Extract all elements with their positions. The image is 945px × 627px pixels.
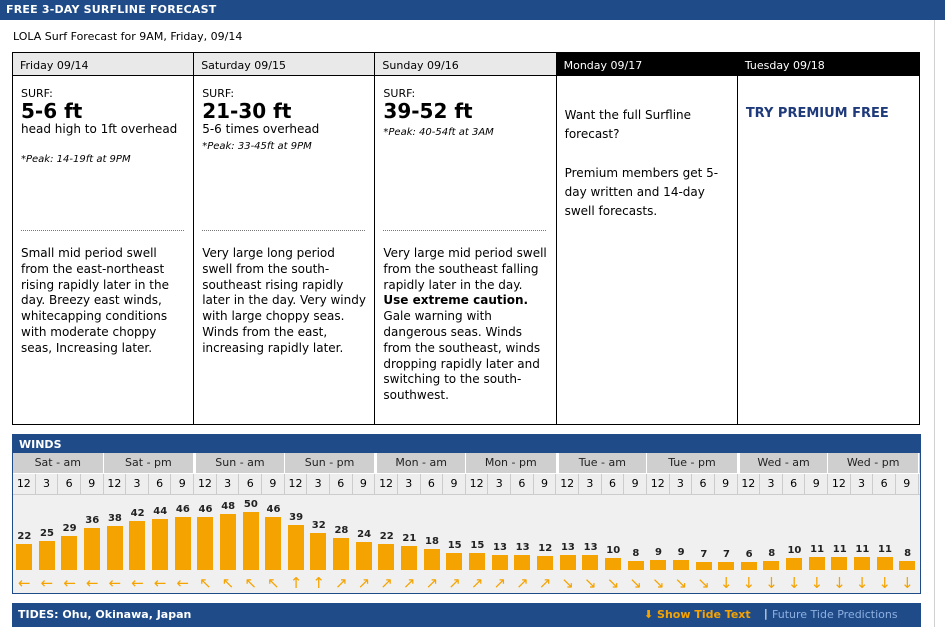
wind-bar (560, 555, 576, 570)
wind-direction-icon: ↗ (538, 574, 552, 592)
day-column-monday (557, 53, 738, 424)
hour-label: 6 (58, 474, 81, 494)
wind-bar-cell (375, 495, 398, 570)
wind-direction-icon: ↗ (357, 574, 371, 592)
wind-bar-cell (874, 495, 897, 570)
wind-speed-label: 29 (62, 523, 77, 535)
wind-speed-label: 8 (904, 547, 912, 559)
show-tide-text-link[interactable]: ⬇ Show Tide Text (644, 608, 751, 621)
period-label: Mon - am (375, 453, 466, 473)
wind-bar-cell (149, 495, 172, 570)
wind-speed-label: 32 (311, 519, 326, 531)
hour-label: 3 (488, 474, 511, 494)
wind-bar-cell (602, 495, 625, 570)
surf-height: 21-30 ft (202, 99, 292, 123)
wind-bar (152, 519, 168, 570)
wind-bar-cell (58, 495, 81, 570)
wind-bar (39, 541, 55, 570)
tides-bar (12, 603, 921, 627)
wind-direction-icon: ↖ (244, 574, 258, 592)
day-header: Sunday 09/16 (375, 53, 555, 76)
wind-speed-label: 8 (768, 547, 776, 559)
wind-direction-icon: ← (176, 574, 190, 592)
wind-speed-label: 15 (470, 539, 485, 551)
wind-bar (741, 562, 757, 570)
surf-peak: *Peak: 40-54ft at 3AM (383, 127, 494, 138)
wind-bar-cell (126, 495, 149, 570)
wind-arrows (13, 570, 920, 596)
day-header: Monday 09/17 (557, 53, 737, 76)
wind-speed-label: 13 (515, 541, 530, 553)
wind-bar (107, 526, 123, 570)
wind-bar-cell (421, 495, 444, 570)
wind-direction-icon: ↗ (493, 574, 507, 592)
day-column-friday (13, 53, 194, 424)
period-row (13, 453, 920, 474)
wind-direction-icon: ↘ (606, 574, 620, 592)
wind-speed-label: 8 (632, 547, 640, 559)
hour-label: 12 (828, 474, 851, 494)
wind-speed-label: 25 (40, 528, 54, 539)
wind-speed-label: 22 (379, 531, 394, 543)
wind-speed-label: 6 (745, 549, 753, 560)
hour-label: 6 (421, 474, 444, 494)
wind-speed-label: 13 (560, 541, 575, 553)
wind-direction-icon: ↑ (312, 574, 325, 592)
hour-label: 9 (353, 474, 376, 494)
wind-speed-label: 46 (266, 503, 281, 515)
banner-title: FREE 3-DAY SURFLINE FORECAST (6, 3, 217, 16)
wind-direction-icon: ↖ (267, 574, 280, 592)
period-label: Tue - pm (647, 453, 738, 473)
hour-label: 6 (783, 474, 806, 494)
wind-direction-icon: ↘ (561, 574, 574, 592)
hour-label: 6 (330, 474, 353, 494)
wind-bar (288, 525, 304, 570)
wind-bar (333, 538, 349, 570)
hour-label: 12 (285, 474, 308, 494)
hour-label: 3 (851, 474, 874, 494)
wind-bar-cell (806, 495, 829, 570)
wind-speed-label: 28 (334, 524, 349, 536)
tides-label: TIDES: Ohu, Okinawa, Japan (18, 608, 192, 621)
wind-speed-label: 18 (425, 536, 439, 548)
wind-speed-label: 42 (130, 508, 145, 520)
wind-bar (265, 517, 281, 570)
wind-speed-label: 9 (677, 546, 685, 558)
try-premium-link[interactable]: TRY PREMIUM FREE (745, 106, 889, 121)
wind-bar-cell (783, 495, 806, 570)
hour-label: 3 (36, 474, 59, 494)
wind-bar-cell (81, 495, 104, 570)
wind-direction-icon: ↗ (402, 574, 416, 592)
hour-label: 3 (579, 474, 602, 494)
wind-direction-icon: ↗ (380, 574, 393, 592)
hour-label: 12 (375, 474, 398, 494)
wind-direction-icon: ↗ (516, 574, 529, 592)
wind-direction-icon: ↖ (199, 574, 212, 592)
wind-bar-cell (851, 495, 874, 570)
wind-bar-cell (760, 495, 783, 570)
top-banner (0, 0, 945, 20)
hour-label: 6 (692, 474, 715, 494)
wind-bar (424, 549, 440, 570)
hour-label: 6 (873, 474, 896, 494)
wind-direction-icon: ↘ (584, 574, 597, 592)
forecast-subtitle: LOLA Surf Forecast for 9AM, Friday, 09/14 (13, 30, 243, 43)
hour-label: 6 (602, 474, 625, 494)
wind-bar-cell (262, 495, 285, 570)
wind-bar (582, 555, 598, 570)
wind-bar-cell (104, 495, 127, 570)
period-label: Wed - am (738, 453, 829, 473)
wind-bar (378, 544, 394, 570)
promo-line: Want the full Surfline forecast? (564, 108, 692, 141)
wind-direction-icon: ↘ (629, 574, 642, 592)
wind-direction-icon: ← (40, 574, 54, 592)
hour-label: 3 (670, 474, 693, 494)
wind-bar-cell (353, 495, 376, 570)
wind-speed-label: 10 (787, 545, 802, 557)
wind-direction-icon: ← (131, 574, 144, 592)
wind-speed-label: 11 (832, 544, 847, 556)
wind-direction-icon: ↘ (651, 574, 665, 592)
wind-bar (537, 556, 553, 570)
divider (21, 230, 184, 231)
wind-bar (877, 557, 893, 570)
wind-bar (492, 555, 508, 570)
wind-speed-label: 11 (855, 544, 870, 556)
wind-bar-cell (398, 495, 421, 570)
divider (383, 230, 546, 231)
wind-bar-cell (466, 495, 489, 570)
day-column-sunday (375, 53, 556, 424)
wind-bar-cell (172, 495, 195, 570)
wind-direction-icon: ↓ (878, 574, 891, 592)
wind-direction-icon: ← (18, 574, 31, 592)
hour-label: 12 (104, 474, 127, 494)
surf-desc: 5-6 times overhead (202, 122, 320, 136)
wind-bar (243, 512, 259, 570)
surf-height: 5-6 ft (21, 99, 83, 123)
long-desc: Very large long period swell from the south-southeast rising rapidly later in the day. Very windy with large choppy seas. Winds from the east, increasing rapidly later. (202, 246, 366, 355)
wind-speed-label: 36 (85, 515, 100, 527)
wind-bar-cell (715, 495, 738, 570)
period-label: Sun - am (194, 453, 285, 473)
wind-speed-label: 13 (583, 541, 598, 553)
period-label: Sun - pm (285, 453, 376, 473)
caution-text: Use extreme caution. (383, 293, 529, 308)
surf-label: SURF: (383, 87, 416, 100)
wind-bar-cell (557, 495, 580, 570)
long-desc: Small mid period swell from the east-northeast rising rapidly later in the day. Breezy east winds, whitecapping conditions with moderate choppy seas, Increasing later. (21, 246, 169, 355)
promo-line: Premium members get 5-day written and 14-day swell forecasts. (564, 166, 719, 218)
premium-promo (565, 106, 733, 241)
wind-speed-label: 9 (655, 546, 662, 558)
wind-direction-icon: ↓ (855, 574, 869, 592)
hour-label: 3 (217, 474, 240, 494)
hour-label: 3 (398, 474, 421, 494)
future-tide-link[interactable]: Future Tide Predictions (772, 608, 898, 621)
wind-bar-cell (534, 495, 557, 570)
wind-speed-label: 12 (538, 543, 553, 555)
hour-label: 3 (760, 474, 783, 494)
wind-bar (650, 560, 666, 570)
wind-speed-label: 21 (402, 532, 417, 544)
wind-bar (84, 528, 100, 570)
wind-speed-label: 7 (700, 548, 708, 560)
hour-label: 9 (805, 474, 828, 494)
wind-bar (809, 557, 825, 570)
wind-speed-label: 11 (810, 544, 825, 556)
wind-direction-icon: ↘ (674, 574, 688, 592)
hour-label: 3 (307, 474, 330, 494)
wind-bar-cell (285, 495, 308, 570)
day-header: Friday 09/14 (13, 53, 193, 76)
wind-bar (605, 558, 621, 570)
divider (202, 230, 365, 231)
hour-label: 9 (81, 474, 104, 494)
wind-bar (831, 557, 847, 570)
wind-direction-icon: ↓ (833, 574, 846, 592)
wind-direction-icon: ↓ (810, 574, 824, 592)
hour-label: 9 (896, 474, 919, 494)
wind-direction-icon: ↗ (448, 574, 461, 592)
wind-bar-cell (307, 495, 330, 570)
surf-peak: *Peak: 14-19ft at 9PM (21, 154, 131, 165)
wind-bar (628, 561, 644, 570)
winds-title: WINDS (13, 435, 920, 453)
wind-direction-icon: ↓ (719, 574, 733, 592)
wind-bar-cell (217, 495, 240, 570)
wind-bar-cell (670, 495, 693, 570)
wind-bar-cell (194, 495, 217, 570)
wind-direction-icon: ↓ (765, 574, 778, 592)
surf-peak: *Peak: 33-45ft at 9PM (202, 141, 312, 152)
hour-label: 12 (13, 474, 36, 494)
wind-speed-label: 48 (221, 501, 236, 513)
wind-direction-icon: ← (63, 574, 76, 592)
wind-speed-label: 10 (606, 545, 621, 557)
period-label: Mon - pm (466, 453, 557, 473)
wind-bar (61, 536, 77, 570)
period-label: Sat - am (13, 453, 104, 473)
wind-bar-cell (13, 495, 36, 570)
wind-speed-label: 13 (493, 541, 507, 553)
wind-bar (854, 557, 870, 570)
long-desc-part: Very large mid period swell from the southeast falling rapidly later in the day. (383, 246, 547, 292)
scrollbar[interactable] (934, 20, 945, 627)
period-label: Sat - pm (104, 453, 195, 473)
wind-speed-label: 24 (357, 529, 372, 541)
wind-bar (356, 542, 372, 570)
wind-bar-cell (625, 495, 648, 570)
hour-label: 9 (715, 474, 738, 494)
hour-label: 12 (466, 474, 489, 494)
hour-label: 9 (443, 474, 466, 494)
hour-label: 9 (534, 474, 557, 494)
wind-bar (718, 562, 734, 570)
wind-bar (673, 560, 689, 570)
wind-bar-cell (738, 495, 761, 570)
wind-bar (899, 561, 915, 570)
hour-label: 9 (624, 474, 647, 494)
wind-direction-icon: ↗ (335, 574, 348, 592)
wind-direction-icon: ↘ (697, 574, 710, 592)
wind-bar (175, 517, 191, 570)
wind-bar (763, 561, 779, 570)
wind-bar-cell (240, 495, 263, 570)
wind-bar (401, 546, 417, 570)
forecast-grid (12, 52, 920, 425)
day-column-tuesday (738, 53, 919, 424)
period-label: Tue - am (557, 453, 648, 473)
long-desc-part: Gale warning with dangerous seas. Winds from the southeast, winds dropping rapidly later and switching to the south-southwest. (383, 309, 541, 403)
wind-bar (696, 562, 712, 570)
wind-direction-icon: ↖ (221, 574, 235, 592)
hour-label: 9 (262, 474, 285, 494)
wind-speed-label: 50 (243, 499, 258, 510)
winds-panel (12, 434, 921, 594)
wind-bar (220, 514, 236, 570)
tides-separator: | (764, 607, 768, 620)
wind-bars (13, 495, 920, 570)
hour-label: 6 (149, 474, 172, 494)
wind-direction-icon: ↑ (289, 574, 303, 592)
wind-direction-icon: ← (108, 574, 122, 592)
wind-speed-label: 44 (153, 505, 168, 517)
hour-label: 12 (647, 474, 670, 494)
wind-bar-cell (489, 495, 512, 570)
surf-desc: head high to 1ft overhead (21, 122, 178, 136)
hour-label: 6 (511, 474, 534, 494)
wind-direction-icon: ↓ (901, 574, 914, 592)
wind-bar-cell (579, 495, 602, 570)
wind-bar (446, 553, 462, 570)
hour-label: 3 (126, 474, 149, 494)
wind-bar-cell (693, 495, 716, 570)
wind-direction-icon: ↗ (425, 574, 439, 592)
wind-bar (129, 521, 145, 570)
wind-direction-icon: ← (85, 574, 99, 592)
wind-direction-icon: ← (153, 574, 167, 592)
wind-bar (514, 555, 530, 570)
surf-label: SURF: (21, 87, 53, 100)
wind-speed-label: 46 (198, 503, 213, 515)
wind-speed-label: 22 (17, 531, 32, 543)
wind-bar-cell (443, 495, 466, 570)
wind-direction-icon: ↗ (470, 574, 484, 592)
hour-label: 9 (171, 474, 194, 494)
hour-label: 6 (239, 474, 262, 494)
wind-bar-cell (896, 495, 919, 570)
surf-label: SURF: (202, 87, 235, 100)
surf-height: 39-52 ft (383, 99, 473, 123)
wind-bar (16, 544, 32, 570)
wind-speed-label: 7 (722, 548, 730, 560)
day-header: Saturday 09/15 (194, 53, 374, 76)
wind-speed-label: 46 (175, 503, 190, 515)
wind-bar (310, 533, 326, 570)
wind-bar-cell (511, 495, 534, 570)
hour-label: 12 (738, 474, 761, 494)
wind-bar-cell (647, 495, 670, 570)
day-header: Tuesday 09/18 (738, 53, 919, 76)
wind-bar (786, 558, 802, 570)
wind-bar-cell (330, 495, 353, 570)
wind-speed-label: 38 (107, 512, 122, 524)
wind-bar-cell (36, 495, 59, 570)
period-label: Wed - pm (828, 453, 919, 473)
day-column-saturday (194, 53, 375, 424)
wind-speed-label: 39 (289, 511, 304, 523)
wind-bar (469, 553, 485, 570)
wind-bar (197, 517, 213, 570)
wind-direction-icon: ↓ (742, 574, 756, 592)
hour-row (13, 474, 920, 495)
long-desc (383, 246, 548, 404)
hour-label: 12 (556, 474, 579, 494)
wind-direction-icon: ↓ (787, 574, 801, 592)
wind-speed-label: 15 (447, 539, 462, 551)
wind-bar-cell (828, 495, 851, 570)
wind-speed-label: 11 (878, 544, 892, 556)
hour-label: 12 (194, 474, 217, 494)
